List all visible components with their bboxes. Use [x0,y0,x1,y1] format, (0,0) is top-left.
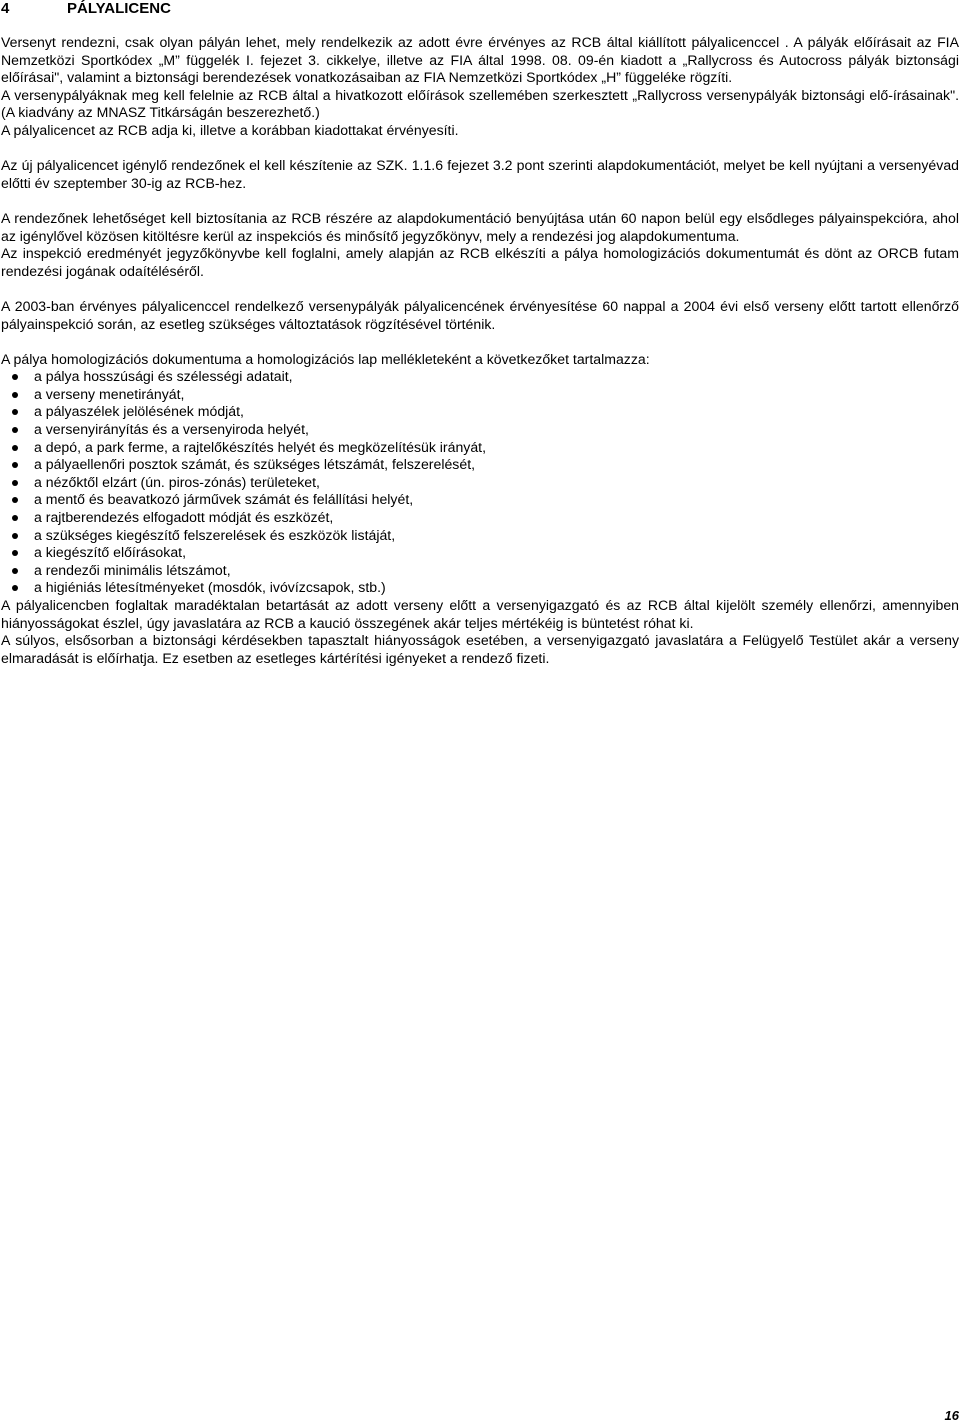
section-number: 4 [1,0,10,17]
list-item [1,421,959,439]
bullet-icon [12,409,18,415]
page-number: 16 [944,1408,959,1423]
list-item [1,474,959,492]
list-item-text: a rajtberendezés elfogadott módját és eszközét, [34,509,334,526]
paragraph: Versenyt rendezni, csak olyan pályán lehet, mely rendelkezik az adott évre érvényes az RCB által kiállított pályalicenccel . A pályák előírásait az FIA Nemzetközi Sportkódex „M” függelék I. fejezet 3. cikkelye, illetve az FIA által 1998. 08. 09-én kiadott a „Rallycross és Autocross pályák biztonsági előírásai", valamint a biztonsági berendezések vonatkozásaiban az FIA Nemzetközi Sportkódex „H” függeléke rögzíti. [1,34,959,86]
list-item-text: a verseny menetirányát, [34,385,185,402]
bullet-list [1,368,959,597]
list-item-text: a mentő és beavatkozó járművek számát és felállítási helyét, [34,491,414,508]
bullet-icon [12,445,18,451]
paragraph: A pályalicencet az RCB adja ki, illetve a korábban kiadottakat érvényesíti. [1,121,459,138]
list-item [1,456,959,474]
list-item-text: a higiéniás létesítményeket (mosdók, ivóvízcsapok, stb.) [34,579,386,596]
bullet-icon [12,427,18,433]
list-item-text: a versenyirányítás és a versenyiroda helyét, [34,421,309,438]
bullet-icon [12,568,18,574]
bullet-icon [12,480,18,486]
bullet-icon [12,497,18,503]
paragraph-gap [1,280,959,298]
list-item [1,386,959,404]
list-item [1,527,959,545]
list-item-text: a nézőktől elzárt (ún. piros-zónás) területeket, [34,473,320,490]
list-item [1,562,959,580]
section-heading [1,0,171,18]
paragraph: A versenypályáknak meg kell felelnie az RCB által a hivatkozott előírások szellemében szerkesztett „Rallycross versenypályák biztonsági elő-írásainak". (A kiadvány az MNASZ Titkárságán beszerezhető.) [1,86,959,121]
list-item [1,544,959,562]
list-item-text: a pálya hosszúsági és szélességi adatait, [34,368,293,385]
bullet-icon [12,550,18,556]
list-item [1,439,959,457]
paragraph: A pályalicencben foglaltak maradéktalan betartását az adott verseny előtt a versenyigazgató és az RCB által kijelölt személy ellenőrzi, amennyiben hiányosságokat észlel, úgy javaslatára az RCB a kaució összegének akár teljes mértékéig is büntetést róhat ki. [1,597,959,631]
paragraph: A pálya homologizációs dokumentuma a homologizációs lap mellékleteként a következőket tartalmazza: [1,350,650,367]
section-body [1,34,959,667]
paragraph: A súlyos, elsősorban a biztonsági kérdésekben tapasztalt hiányosságok esetében, a versenyigazgató javaslatára a Felügyelő Testület akár a verseny elmaradását is előírhatja. Ez esetben az esetleges kártérítési igényeket a rendező fizeti. [1,632,959,666]
list-item [1,368,959,386]
bullet-icon [12,374,18,380]
bullet-icon [12,462,18,468]
section-title: PÁLYALICENC [67,0,171,17]
bullet-icon [12,515,18,521]
list-item-text: a szükséges kiegészítő felszerelések és eszközök listáját, [34,526,396,543]
bullet-icon [12,585,18,591]
list-item-text: a depó, a park ferme, a rajtelőkészítés helyét és megközelítésük irányát, [34,438,487,455]
paragraph: Az új pályalicencet igénylő rendezőnek el kell készítenie az SZK. 1.1.6 fejezet 3.2 pont szerinti alapdokumentációt, melyet be kell nyújtani a versenyévad előtti év szeptember 30-ig az RCB-hez. [1,157,959,191]
bullet-icon [12,392,18,398]
bullet-icon [12,533,18,539]
paragraph-gap [1,140,959,158]
paragraph-gap [1,333,959,351]
paragraph-gap [1,192,959,210]
list-item [1,491,959,509]
list-item [1,403,959,421]
list-item-text: a pályaellenőri posztok számát, és szükséges létszámát, felszerelését, [34,456,476,473]
list-item [1,509,959,527]
paragraph: A 2003-ban érvényes pályalicenccel rendelkező versenypályák pályalicencének érvényesítése 60 nappal a 2004 évi első verseny előtt tartott ellenőrző pályainspekció során, az esetleg szükséges változtatások rögzítésével történik. [1,297,959,332]
list-item-text: a pályaszélek jelölésének módját, [34,403,244,420]
paragraph: A rendezőnek lehetőséget kell biztosítania az RCB részére az alapdokumentáció benyújtása után 60 napon belül egy elsődleges pályainspekcióra, ahol az igénylővel közösen kitöltésre kerül az inspekciós és minősítő jegyzőkönyv, mely a rendezési jog alapdokumentuma. [1,209,959,244]
list-item [1,579,959,597]
list-item-text: a kiegészítő előírásokat, [34,544,186,561]
list-item-text: a rendezői minimális létszámot, [34,561,231,578]
paragraph: Az inspekció eredményét jegyzőkönyvbe kell foglalni, amely alapján az RCB elkészíti a pálya homologizációs dokumentumát és dönt az ORCB futam rendezési jogának odaítéléséről. [1,245,959,279]
